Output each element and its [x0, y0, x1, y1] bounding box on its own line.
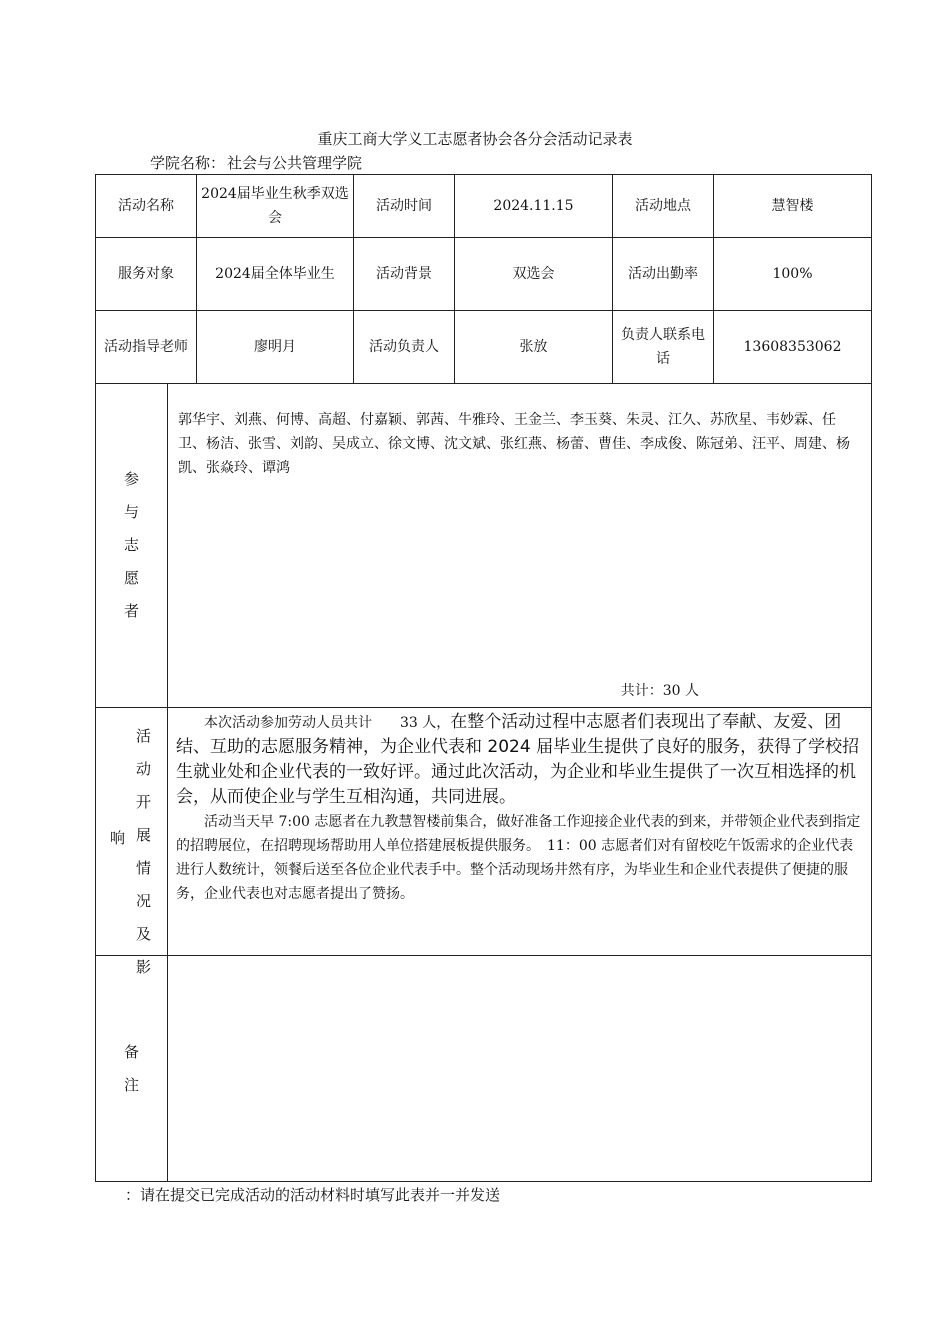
leader-label: 活动负责人 — [354, 311, 455, 384]
remarks-cell[interactable] — [168, 956, 872, 1182]
activity-record-table — [95, 174, 872, 1182]
report-label-cell — [96, 708, 168, 976]
volunteers-label: 参与志愿者 — [124, 470, 140, 620]
report-label-right: 活动开展情况及影 — [136, 727, 152, 976]
college-label: 学院名称： — [150, 154, 226, 172]
volunteer-total: 共计：30 人 — [620, 683, 699, 699]
teacher-label: 活动指导老师 — [96, 311, 197, 384]
service-target-label: 服务对象 — [96, 238, 197, 311]
college-name: 社会与公共管理学院 — [227, 154, 363, 172]
activity-time-value: 2024.11.15 — [455, 175, 613, 238]
attendance-value: 100% — [714, 238, 872, 311]
leader-value: 张放 — [455, 311, 613, 384]
report-paragraph-1 — [176, 710, 865, 810]
report-para1-a: 本次活动参加劳动人员共计 33 人， — [204, 715, 451, 731]
table-row — [96, 175, 872, 238]
volunteers-cell — [168, 384, 872, 708]
report-paragraph-2: 活动当天早 7:00 志愿者在九教慧智楼前集合，做好准备工作迎接企业代表的到来，并带领企业代表到指定的招聘展位，在招聘现场帮助用人单位搭建展板提供服务。 11：00 志愿者们对有留校吃午饭需求的企业代表进行人数统计，领餐后送至各位企业代表手中。整个活动现场井然有序，为毕业生和企业代表提供了便捷的服务，企业代表也对志愿者提出了赞扬。 — [176, 814, 861, 902]
table-row — [96, 238, 872, 311]
teacher-value: 廖明月 — [197, 311, 354, 384]
table-row — [96, 708, 872, 956]
background-label: 活动背景 — [354, 238, 455, 311]
background-value: 双选会 — [455, 238, 613, 311]
phone-value: 13608353062 — [714, 311, 872, 384]
volunteer-names: 郭华宇、刘燕、何博、高超、付嘉颖、郭茜、牛雅玲、王金兰、李玉葵、朱灵、江久、苏欣星、韦妙霖、任卫、杨洁、张雪、刘韵、吴成立、徐文博、沈文斌、张红燕、杨蕾、曹佳、李成俊、陈冠弟、汪平、周建、杨凯、张焱玲、谭鸿 — [178, 412, 850, 476]
activity-place-value: 慧智楼 — [714, 175, 872, 238]
activity-time-label: 活动时间 — [354, 175, 455, 238]
table-row — [96, 956, 872, 1182]
footer-note: ：请在提交已完成活动的活动材料时填写此表并一并发送 — [125, 1186, 501, 1204]
form-title: 重庆工商大学义工志愿者协会各分会活动记录表 — [317, 130, 633, 148]
report-label-left: 响 — [110, 829, 126, 847]
remarks-label: 备注 — [124, 1042, 140, 1094]
activity-place-label: 活动地点 — [613, 175, 714, 238]
report-cell — [168, 708, 872, 956]
table-row — [96, 384, 872, 708]
activity-name-label: 活动名称 — [96, 175, 197, 238]
volunteers-label-cell — [96, 384, 168, 708]
table-row — [96, 311, 872, 384]
activity-name-value: 2024届毕业生秋季双选会 — [197, 175, 354, 238]
remarks-label-cell — [96, 956, 168, 1182]
service-target-value: 2024届全体毕业生 — [197, 238, 354, 311]
attendance-label: 活动出勤率 — [613, 238, 714, 311]
phone-label: 负责人联系电话 — [613, 311, 714, 384]
college-line — [148, 152, 362, 173]
report-para1-b: 在整个活动过程中志愿者们表现出了奉献、友爱、团结、互助的志愿服务精神，为企业代表和 2024 届毕业生提供了良好的服务，获得了学校招生就业处和企业代表的一致好评。通过此次活动，为企业和毕业生提供了一次互相选择的机会，从而使企业与学生互相沟通，共同进展。 — [176, 712, 860, 807]
